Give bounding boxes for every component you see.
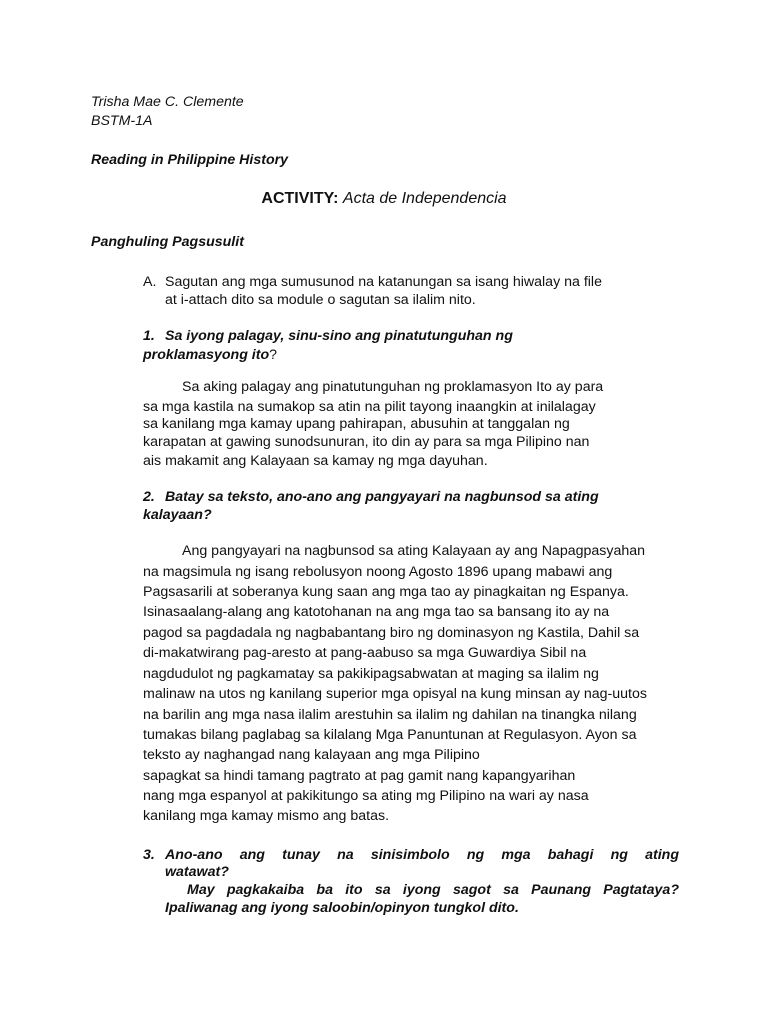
question-number: 3.: [143, 847, 155, 863]
page-title: [0, 190, 768, 208]
answer-line: na magsimula ng isang rebolusyon noong Agosto 1896 upang mabawi ang: [143, 564, 613, 580]
question-text: Sa iyong palagay, sinu-sino ang pinatutunguhan ng: [165, 328, 513, 344]
title-subtitle: Acta de Independencia: [342, 190, 507, 207]
question-text: Ipaliwanag ang iyong saloobin/opinyon tungkol dito.: [165, 900, 519, 916]
answer-line: sa mga kastila na sumakop sa atin na pilit tayong inaangkin at inilalagay: [143, 399, 596, 415]
answer-line: karapatan at gawing sunodsunuran, ito din ay para sa mga Pilipino nan: [143, 434, 590, 450]
question-number: 2.: [143, 489, 155, 505]
answer-line: Pagsasarili at soberanya kung saan ang mga tao ay pinagkaitan ng Espanya.: [143, 584, 629, 600]
answer-line: na barilin ang mga nasa ilalim arestuhin sa ilalim ng dahilan na tinangka nilang: [143, 707, 637, 723]
question-text: kalayaan?: [143, 507, 212, 523]
answer-line: di-makatwirang pag-aresto at pang-aabuso sa mga Guwardiya Sibil na: [143, 645, 587, 661]
question-text: Ano-ano ang tunay na sinisimbolo ng mga bahagi ng ating: [165, 847, 679, 863]
answer-line: teksto ay naghangad nang kalayaan ang mga Pilipino: [143, 747, 480, 763]
question-text: Batay sa teksto, ano-ano ang pangyayari na nagbunsod sa ating: [165, 489, 599, 505]
answer-line: Sa aking palagay ang pinatutunguhan ng proklamasyon Ito ay para: [182, 379, 604, 395]
question-text-main: proklamasyong ito: [143, 347, 270, 363]
answer-line: Ang pangyayari na nagbunsod sa ating Kalayaan ay ang Napagpasyahan: [182, 543, 646, 559]
instruction-line: at i-attach dito sa module o sagutan sa ilalim nito.: [165, 292, 476, 308]
question-number: 1.: [143, 328, 155, 344]
author-name: Trisha Mae C. Clemente: [91, 94, 244, 110]
question-text: [143, 345, 277, 365]
class-section: BSTM-1A: [91, 113, 153, 129]
instruction-marker: A.: [143, 274, 157, 290]
course-title: Reading in Philippine History: [91, 152, 289, 168]
answer-line: sapagkat sa hindi tamang pagtrato at pag gamit nang kapangyarihan: [143, 768, 576, 784]
question-mark: ?: [269, 347, 278, 363]
answer-line: malinaw na utos ng kanilang superior mga opisyal na kung minsan ay nag-uutos: [143, 686, 647, 702]
answer-line: tumakas bilang paglabag sa kilalang Mga Panuntunan at Regulasyon. Ayon sa: [143, 727, 637, 743]
question-text: watawat?: [165, 864, 229, 880]
answer-line: ais makamit ang Kalayaan sa kamay ng mga dayuhan.: [143, 453, 488, 469]
question-text: May pagkakaiba ba ito sa iyong sagot sa Paunang Pagtataya?: [187, 882, 679, 898]
section-heading: Panghuling Pagsusulit: [91, 234, 244, 250]
title-label: ACTIVITY:: [261, 190, 339, 207]
answer-line: pagod sa pagdadala ng nagbabantang biro ng dominasyon ng Kastila, Dahil sa: [143, 625, 640, 641]
answer-line: sa kanilang mga kamay upang pahirapan, abusuhin at tanggalan ng: [143, 416, 570, 432]
answer-line: nagdudulot ng pagkamatay sa pakikipagsabwatan at maging sa ilalim ng: [143, 666, 599, 682]
answer-line: nang mga espanyol at pakikitungo sa ating mg Pilipino na wari ay nasa: [143, 788, 589, 804]
answer-line: Isinasaalang-alang ang katotohanan na ang mga tao sa bansang ito ay na: [143, 604, 610, 620]
instruction-line: Sagutan ang mga sumusunod na katanungan sa isang hiwalay na file: [165, 274, 602, 290]
answer-line: kanilang mga kamay mismo ang batas.: [143, 808, 390, 824]
